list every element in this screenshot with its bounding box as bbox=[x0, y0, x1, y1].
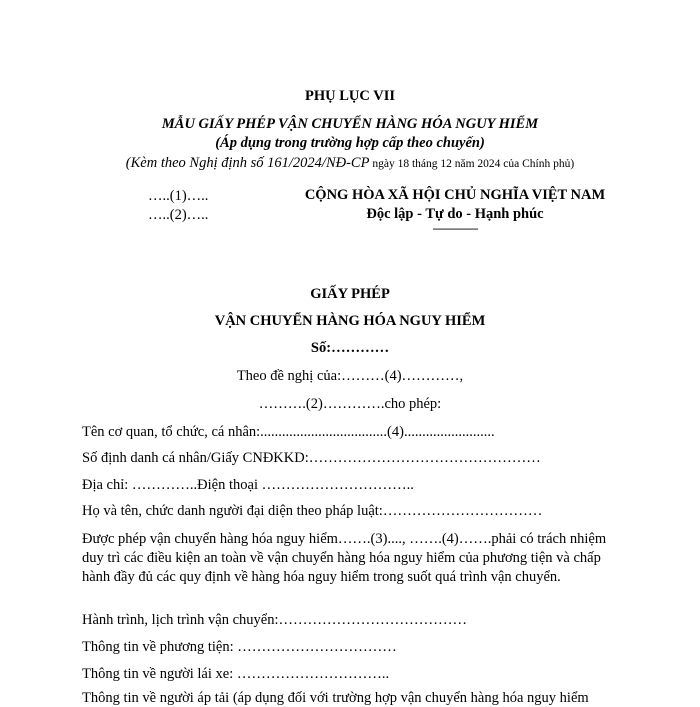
motto-rule: --------------- bbox=[432, 221, 478, 235]
request-line-1: Theo đề nghị của:………(4)…………, bbox=[236, 368, 464, 384]
issuing-unit-line: …..(2)….. bbox=[148, 207, 209, 223]
decree-reference bbox=[0, 155, 700, 172]
republic-heading: CỘNG HÒA XÃ HỘI CHỦ NGHĨA VIỆT NAM bbox=[304, 187, 606, 203]
form-title: MẪU GIẤY PHÉP VẬN CHUYỂN HÀNG HÓA NGUY HIỂM bbox=[161, 116, 539, 132]
escort-field: Thông tin về người áp tải (áp dụng đối với trường hợp vận chuyển hàng hóa nguy hiểm bbox=[82, 690, 589, 706]
route-field: Hành trình, lịch trình vận chuyển:………………………………… bbox=[82, 612, 468, 628]
id-number-field: Số định danh cá nhân/Giấy CNĐKKD:………………………………………… bbox=[82, 450, 541, 466]
appendix-heading: PHỤ LỤC VII bbox=[305, 88, 395, 104]
permit-number: Số:………… bbox=[310, 340, 390, 356]
permit-subtitle: VẬN CHUYỂN HÀNG HÓA NGUY HIỂM bbox=[214, 313, 486, 329]
issuing-authority-line: …..(1)….. bbox=[148, 188, 209, 204]
decree-ref-italic: (Kèm theo Nghị định số 161/2024/NĐ-CP bbox=[125, 155, 370, 171]
driver-field: Thông tin về người lái xe: ………………………….. bbox=[82, 666, 390, 682]
applied-note: (Áp dụng trong trường hợp cấp theo chuyến) bbox=[215, 135, 485, 151]
decree-ref-date: ngày 18 tháng 12 năm 2024 của Chính phủ) bbox=[369, 158, 575, 170]
legal-representative-field: Họ và tên, chức danh người đại diện theo pháp luật:…………………………… bbox=[82, 503, 543, 519]
request-line-2: ……….(2)………….cho phép: bbox=[258, 396, 442, 412]
permission-paragraph: Được phép vận chuyển hàng hóa nguy hiểm…….(3)...., …….(4)…….phải có trách nhiệm duy trì các điều kiện an toàn về vận chuyển hàng hóa nguy hiểm của phương tiện và chấp hành đầy đủ các quy định về hàng hóa nguy hiểm trong suốt quá trình vận chuyển. bbox=[82, 531, 607, 585]
org-name-field: Tên cơ quan, tổ chức, cá nhân:...................................(4)......................... bbox=[82, 424, 495, 440]
address-phone-field: Địa chỉ: …………..Điện thoại ………………………….. bbox=[82, 477, 414, 493]
vehicle-field: Thông tin về phương tiện: …………………………… bbox=[82, 639, 397, 655]
permit-title: GIẤY PHÉP bbox=[310, 286, 390, 302]
national-motto: Độc lập - Tự do - Hạnh phúc bbox=[366, 206, 544, 222]
